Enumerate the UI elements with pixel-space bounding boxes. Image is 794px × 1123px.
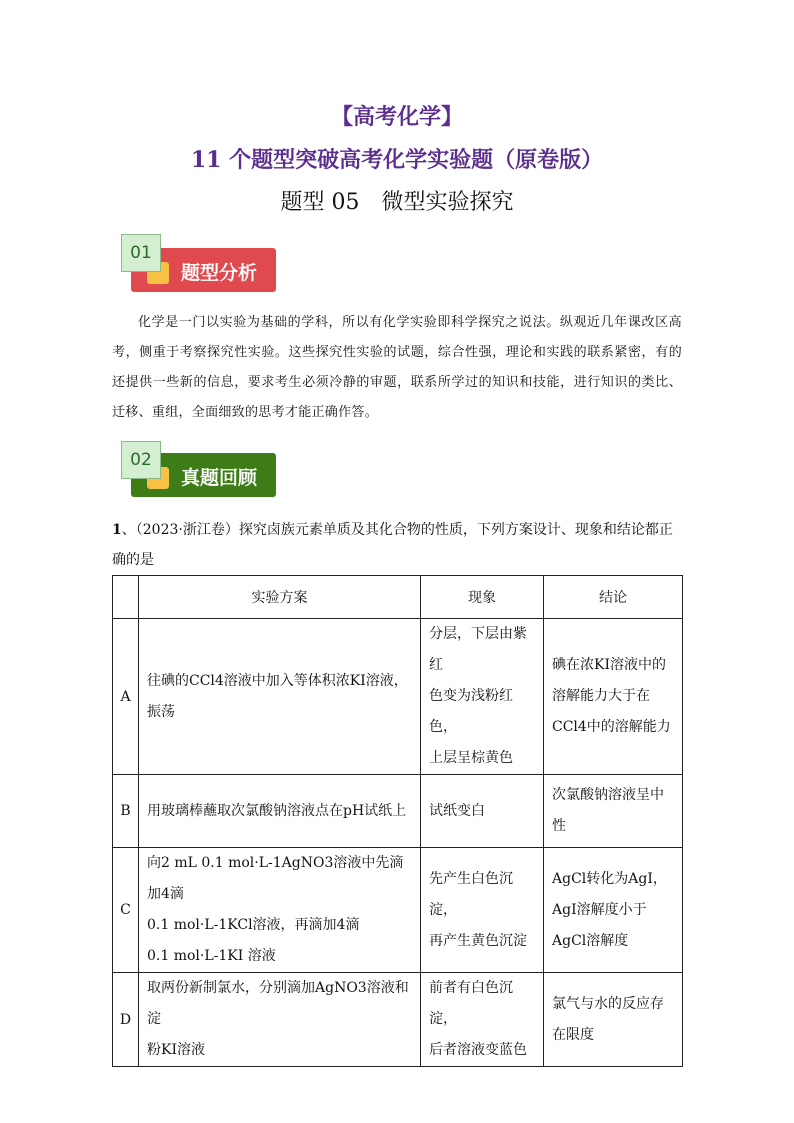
intro-paragraph: 化学是一门以实验为基础的学科，所以有化学实验即科学探究之说法。纵观近几年课改区高考，侧重于考察探究性实验。这些探究性实验的试题，综合性强，理论和实践的联系紧密，有的还提供一些新的信息，要求考生必须冷静的审题，联系所学过的知识和技能，进行知识的类比、迁移、重组，全面细致的思考才能正确作答。 [112, 315, 682, 420]
conclusion-cell [544, 775, 683, 848]
plan-cell [139, 848, 421, 973]
conclusion-line: AgI溶解度小于 [552, 901, 647, 918]
plan-line: 取两份新制氯水，分别滴加AgNO3溶液和淀 [147, 980, 409, 1027]
header-cell [113, 576, 139, 619]
plan-line: 0.1 mol·L-1KI 溶液 [147, 948, 276, 964]
section-number: 02 [121, 441, 161, 479]
plan-line: 往碘的CCl4溶液中加入等体积浓KI溶液， [147, 672, 408, 689]
plan-cell [139, 973, 421, 1067]
phenomenon-cell [421, 973, 544, 1067]
phenomenon-line: 再产生黄色沉淀 [429, 932, 527, 949]
conclusion-cell [544, 619, 683, 775]
plan-line: 振荡 [147, 703, 175, 720]
title-main: 11 个题型突破高考化学实验题（原卷版） [190, 147, 604, 173]
conclusion-line: AgCl溶解度 [552, 932, 629, 949]
conclusion-line: 碘在浓KI溶液中的 [552, 657, 666, 673]
question-text: 、（2023·浙江卷）探究卤族元素单质及其化合物的性质，下列方案设计、现象和结论都正确的是 [112, 522, 673, 568]
table-header-row [113, 576, 683, 619]
plan-line: 向2 mL 0.1 mol·L-1AgNO3溶液中先滴加4滴 [147, 855, 404, 902]
conclusion-line: 性 [552, 818, 566, 834]
header-cell: 实验方案 [139, 576, 421, 619]
phenomenon-cell [421, 775, 544, 848]
conclusion-line: 次氯酸钠溶液呈中 [552, 787, 664, 803]
section-number: 01 [121, 234, 161, 272]
conclusion-cell [544, 848, 683, 973]
table-row [113, 619, 683, 775]
phenomenon-cell [421, 848, 544, 973]
phenomenon-line: 上层呈棕黄色 [429, 750, 513, 766]
question-stem [112, 515, 682, 575]
row-label: A [113, 619, 139, 775]
phenomenon-line: 试纸变白 [429, 802, 485, 819]
phenomenon-line: 色变为浅粉红色， [429, 688, 513, 735]
phenomenon-line: 前者有白色沉淀， [429, 980, 513, 1027]
section-label: 题型分析 [181, 262, 258, 284]
title-bracket: 【高考化学】 [330, 104, 463, 130]
conclusion-line: 在限度 [552, 1026, 594, 1043]
conclusion-line: CCl4中的溶解能力 [552, 719, 671, 735]
experiment-table [112, 575, 683, 1067]
conclusion-cell [544, 973, 683, 1067]
header-cell: 结论 [544, 576, 683, 619]
phenomenon-line: 先产生白色沉淀， [429, 870, 513, 918]
header-cell: 现象 [421, 576, 544, 619]
table-row [113, 775, 683, 848]
section-label: 真题回顾 [181, 467, 258, 489]
question-number: 1 [112, 522, 122, 538]
plan-line: 用玻璃棒蘸取次氯酸钠溶液点在pH试纸上 [147, 802, 407, 819]
plan-cell [139, 619, 421, 775]
table-row [113, 848, 683, 973]
title-topic: 题型 05 微型实验探究 [280, 190, 514, 215]
row-label: B [113, 775, 139, 848]
row-label: C [113, 848, 139, 973]
plan-cell [139, 775, 421, 848]
phenomenon-cell [421, 619, 544, 775]
table-row [113, 973, 683, 1067]
conclusion-line: 氯气与水的反应存 [552, 995, 664, 1012]
plan-line: 0.1 mol·L-1KCl溶液，再滴加4滴 [147, 917, 360, 933]
phenomenon-line: 分层，下层由紫红 [429, 626, 527, 673]
phenomenon-line: 后者溶液变蓝色 [429, 1042, 527, 1058]
row-label: D [113, 973, 139, 1067]
conclusion-line: AgCl转化为AgI， [552, 870, 667, 887]
plan-line: 粉KI溶液 [147, 1042, 205, 1058]
conclusion-line: 溶解能力大于在 [552, 688, 650, 704]
